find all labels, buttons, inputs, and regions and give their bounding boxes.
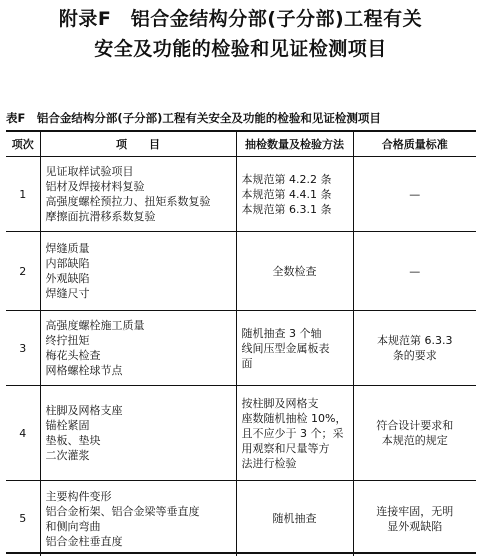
- standard-line: 本规范的规定: [381, 434, 448, 447]
- method-cell: [236, 157, 353, 232]
- method-cell: [236, 481, 353, 556]
- item-line: 焊缝尺寸: [45, 287, 90, 300]
- method-line: 且不应少于 3 个；采: [241, 426, 344, 440]
- header-item-no: 项次: [6, 132, 40, 157]
- table-header-row: [6, 132, 476, 157]
- method-cell: [236, 386, 353, 481]
- item-cell: [40, 386, 236, 481]
- method-line: 本规范第 4.2.2 条: [241, 172, 332, 186]
- item-line: 主要构件变形: [45, 489, 112, 503]
- row-number: 3: [6, 311, 40, 386]
- table-caption: 表F 铝合金结构分部(子分部)工程有关安全及功能的检验和见证检测项目: [6, 111, 381, 125]
- method-cell: [236, 311, 353, 386]
- standard-cell: [353, 386, 476, 481]
- row-number: 2: [6, 232, 40, 311]
- inspection-items-table: [6, 132, 476, 556]
- table-row: [6, 232, 476, 311]
- page-title: [0, 4, 481, 64]
- header-quality-standard: 合格质量标准: [353, 132, 476, 157]
- method-line: 按柱脚及网格支: [241, 396, 319, 410]
- item-line: 垫板、垫块: [45, 434, 101, 447]
- standard-line: —: [409, 187, 421, 201]
- row-number: 5: [6, 481, 40, 556]
- item-line: 锚栓紧固: [45, 419, 90, 432]
- item-line: 高强度螺栓施工质量: [45, 319, 145, 332]
- standard-cell: [353, 157, 476, 232]
- page-title-line-2: 安全及功能的检验和见证检测项目: [94, 38, 387, 60]
- row-number: 1: [6, 157, 40, 232]
- table-row: [6, 481, 476, 556]
- row-number: 4: [6, 386, 40, 481]
- method-cell: [236, 232, 353, 311]
- item-line: 铝材及焊接材料复验: [45, 180, 145, 193]
- item-line: 梅花头检查: [45, 349, 101, 362]
- item-line: 焊缝质量: [45, 242, 90, 255]
- item-line: 外观缺陷: [45, 272, 90, 285]
- method-line: 本规范第 6.3.1 条: [241, 202, 332, 216]
- method-line: 法进行检验: [241, 456, 297, 470]
- method-line: 随机抽查: [272, 512, 317, 525]
- table-bottom-rule: [6, 552, 476, 554]
- item-line: 摩擦面抗滑移系数复验: [45, 210, 156, 223]
- method-line: 线间压型金属板表: [241, 341, 330, 355]
- method-line: 全数检查: [272, 264, 317, 278]
- item-line: 网格螺栓球节点: [45, 364, 123, 377]
- table-row: [6, 311, 476, 386]
- standard-line: 条的要求: [392, 349, 437, 362]
- item-cell: [40, 232, 236, 311]
- page-title-line-1: 附录F 铝合金结构分部(子分部)工程有关: [58, 8, 423, 30]
- standard-line: 显外观缺陷: [387, 519, 443, 533]
- header-item: 项 目: [40, 132, 236, 157]
- item-line: 铝合金桁架、铝合金梁等垂直度: [45, 504, 200, 518]
- method-line: 本规范第 4.4.1 条: [241, 187, 332, 201]
- item-line: 二次灌浆: [45, 449, 90, 462]
- item-cell: [40, 481, 236, 556]
- item-line: 铝合金柱垂直度: [45, 534, 123, 548]
- item-cell: [40, 157, 236, 232]
- method-line: 用观察和尺量等方: [241, 441, 330, 455]
- method-line: 随机抽查 3 个轴: [241, 326, 322, 340]
- item-line: 和侧向弯曲: [45, 519, 101, 533]
- standard-line: 符合设计要求和: [376, 419, 454, 432]
- header-sampling-method: 抽检数量及检验方法: [236, 132, 353, 157]
- item-line: 柱脚及网格支座: [45, 404, 123, 417]
- standard-cell: [353, 232, 476, 311]
- table-row: [6, 386, 476, 481]
- item-line: 高强度螺栓预拉力、扭矩系数复验: [45, 195, 211, 208]
- item-line: 终拧扭矩: [45, 334, 90, 347]
- item-line: 内部缺陷: [45, 257, 90, 270]
- standard-line: 本规范第 6.3.3: [377, 334, 453, 347]
- method-line: 面: [241, 356, 253, 370]
- standard-line: —: [409, 264, 421, 278]
- item-cell: [40, 311, 236, 386]
- standard-cell: [353, 311, 476, 386]
- standard-line: 连接牢固，无明: [376, 504, 454, 518]
- item-line: 见证取样试验项目: [45, 165, 134, 178]
- table-row: [6, 157, 476, 232]
- standard-cell: [353, 481, 476, 556]
- method-line: 座数随机抽检 10%，: [241, 411, 347, 425]
